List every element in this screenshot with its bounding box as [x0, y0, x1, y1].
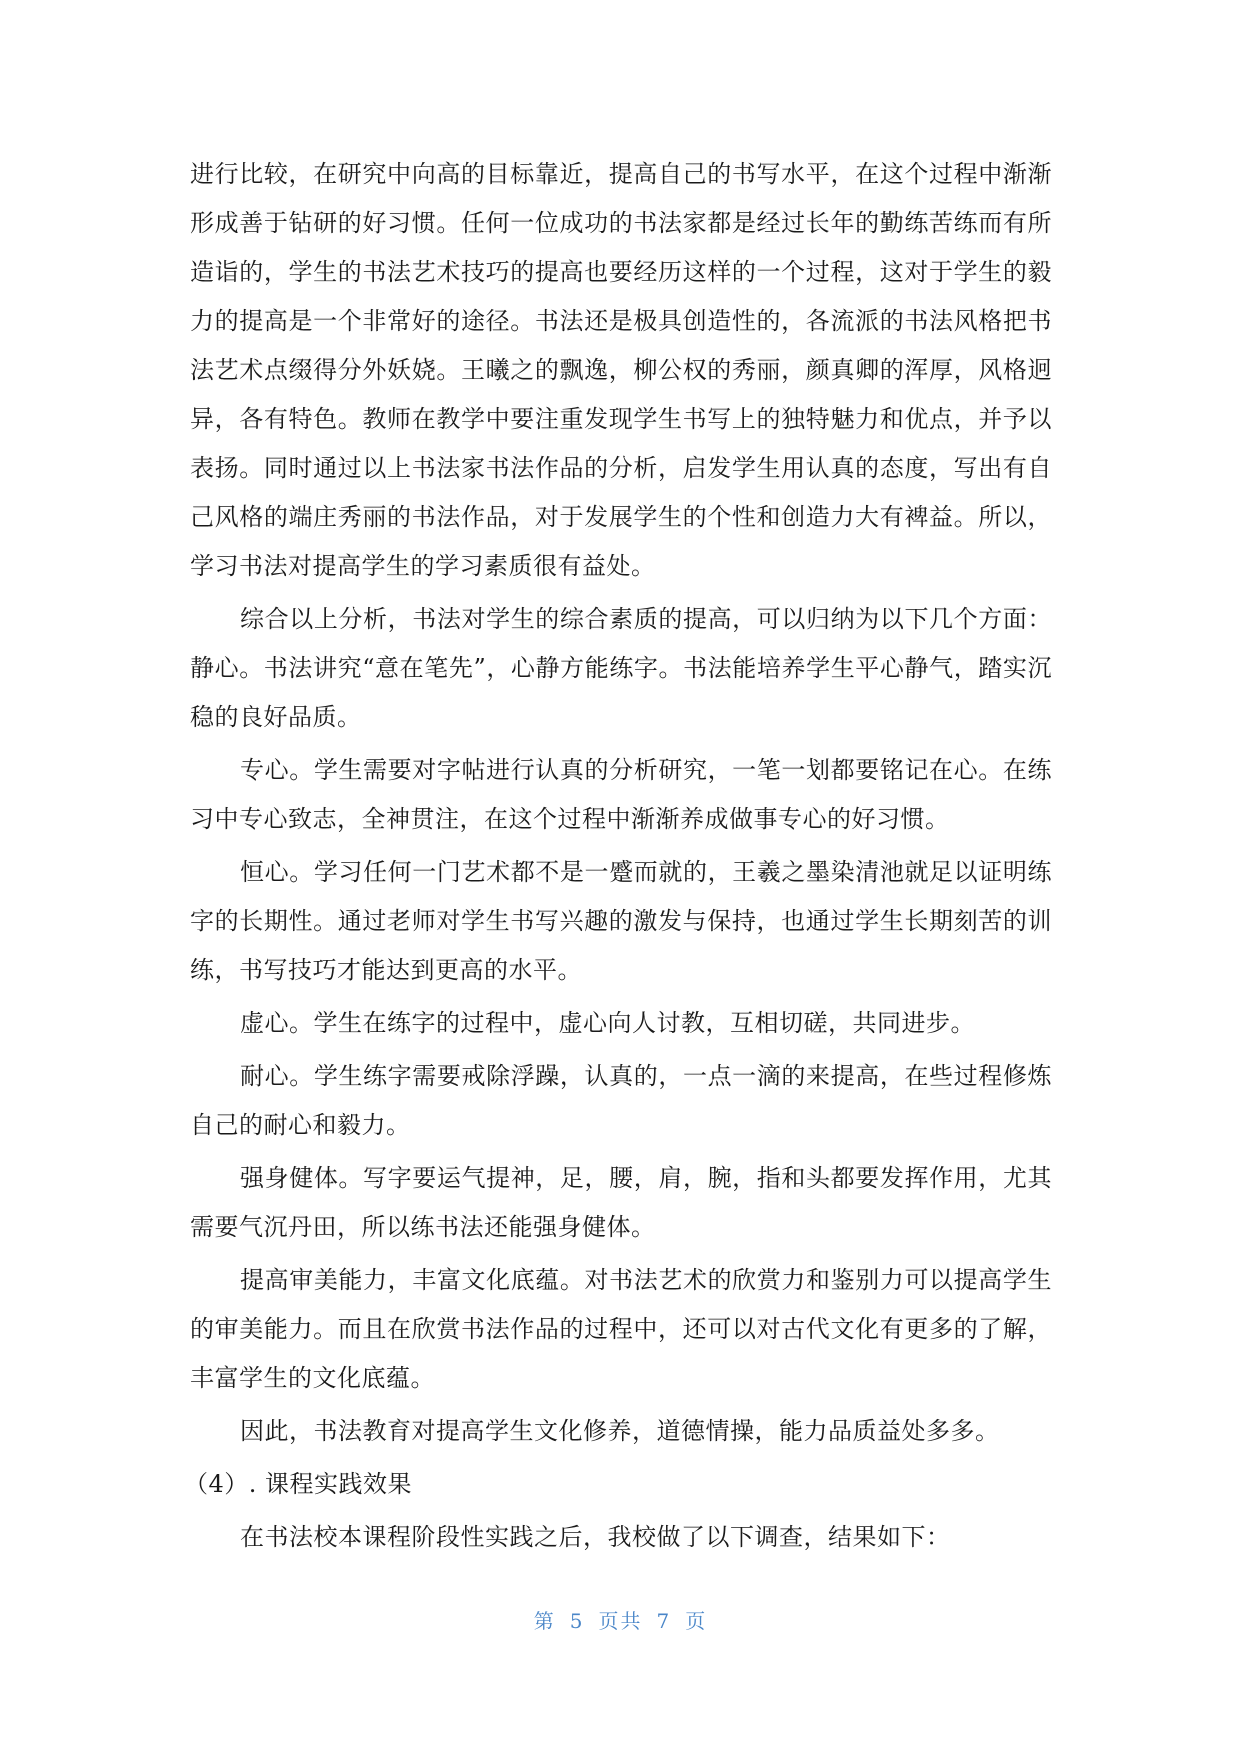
paragraph-patience: 耐心。学生练字需要戒除浮躁，认真的，一点一滴的来提高，在些过程修炼自己的耐心和毅力。 — [190, 1062, 1052, 1139]
page-footer — [0, 1605, 1241, 1634]
paragraph-summary: 综合以上分析，书法对学生的综合素质的提高，可以归纳为以下几个方面：静心。书法讲究“意在笔先”，心静方能练字。书法能培养学生平心静气，踏实沉稳的良好品质。 — [190, 605, 1052, 731]
footer-total-pages: 7 — [656, 1609, 672, 1633]
footer-suffix: 页 — [685, 1609, 708, 1633]
paragraph-modesty: 虚心。学生在练字的过程中，虚心向人讨教，互相切磋，共同进步。 — [240, 1009, 975, 1037]
paragraph-focus: 专心。学生需要对字帖进行认真的分析研究，一笔一划都要铭记在心。在练习中专心致志，全神贯注，在这个过程中渐渐养成做事专心的好习惯。 — [190, 756, 1052, 833]
paragraph-survey-intro: 在书法校本课程阶段性实践之后，我校做了以下调查，结果如下： — [240, 1523, 951, 1551]
paragraph-perseverance: 恒心。学习任何一门艺术都不是一蹙而就的，王羲之墨染清池就足以证明练字的长期性。通过老师对学生书写兴趣的激发与保持，也通过学生长期刻苦的训练，书写技巧才能达到更高的水平。 — [190, 858, 1052, 984]
document-body — [184, 150, 1052, 1566]
section-heading: （4）. 课程实践效果 — [184, 1470, 413, 1498]
footer-prefix: 第 — [533, 1609, 556, 1633]
paragraph-health: 强身健体。写字要运气提神，足，腰，肩，腕，指和头都要发挥作用，尤其需要气沉丹田，所以练书法还能强身健体。 — [190, 1164, 1052, 1241]
paragraph-aesthetics: 提高审美能力，丰富文化底蕴。对书法艺术的欣赏力和鉴别力可以提高学生的审美能力。而且在欣赏书法作品的过程中，还可以对古代文化有更多的了解，丰富学生的文化底蕴。 — [190, 1266, 1052, 1392]
footer-page-number: 5 — [569, 1609, 585, 1633]
footer-middle: 页共 — [598, 1609, 643, 1633]
paragraph-conclusion: 因此，书法教育对提高学生文化修养，道德情操，能力品质益处多多。 — [240, 1417, 1000, 1445]
paragraph-continued: 进行比较，在研究中向高的目标靠近，提高自己的书写水平，在这个过程中渐渐形成善于钻研的好习惯。任何一位成功的书法家都是经过长年的勤练苦练而有所造诣的，学生的书法艺术技巧的提高也要经历这样的一个过程，这对于学生的毅力的提高是一个非常好的途径。书法还是极具创造性的，各流派的书法风格把书法艺术点缀得分外妖娆。王曦之的飘逸，柳公权的秀丽，颜真卿的浑厚，风格迥异，各有特色。教师在教学中要注重发现学生书写上的独特魅力和优点，并予以表扬。同时通过以上书法家书法作品的分析，启发学生用认真的态度，写出有自己风格的端庄秀丽的书法作品，对于发展学生的个性和创造力大有裨益。所以，学习书法对提高学生的学习素质很有益处。 — [190, 160, 1052, 580]
